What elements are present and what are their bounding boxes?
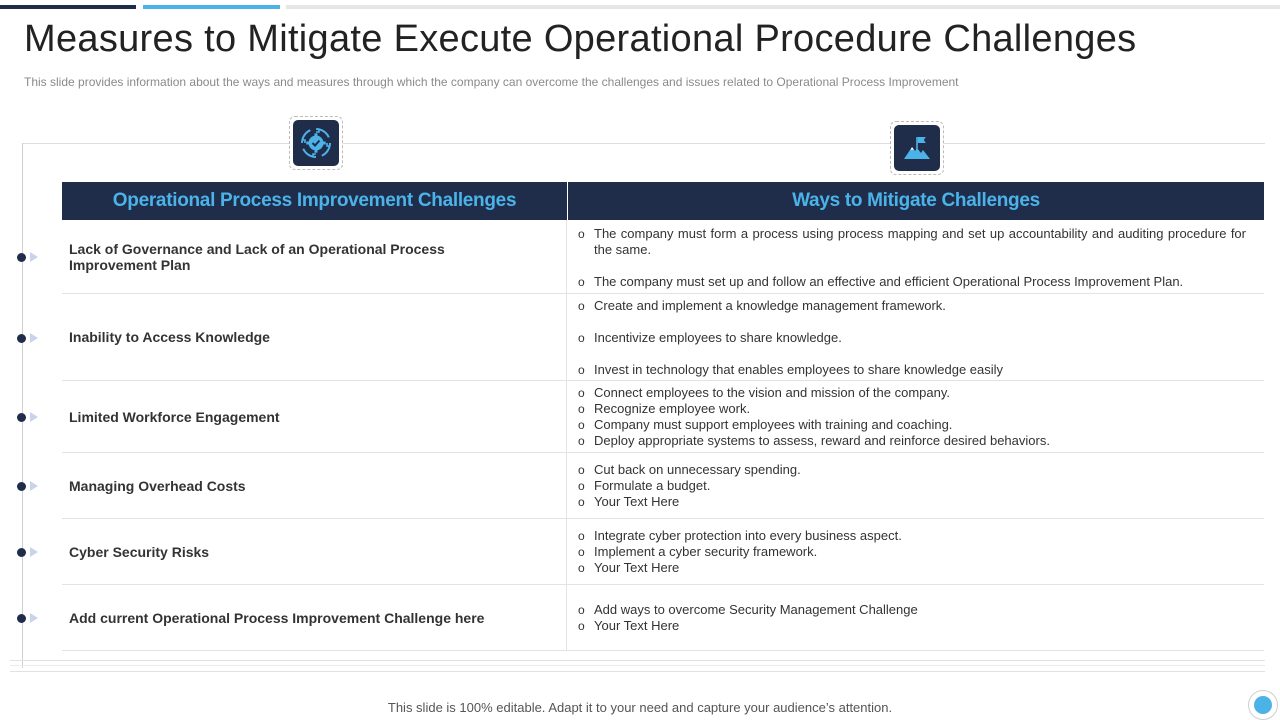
challenge-cell: Add current Operational Process Improvement Challenge here xyxy=(62,585,567,650)
ways-cell xyxy=(568,453,1264,518)
list-item: o Your Text Here xyxy=(578,560,680,575)
mitigate-icon-box xyxy=(890,121,944,175)
challenge-cell: Cyber Security Risks xyxy=(62,519,567,584)
challenge-cell: Inability to Access Knowledge xyxy=(62,294,567,380)
table-row xyxy=(62,294,1264,381)
ways-cell xyxy=(568,381,1264,452)
top-bar-navy xyxy=(0,5,136,9)
list-item: o Recognize employee work. xyxy=(578,401,751,416)
row-marker xyxy=(17,480,41,492)
mountain-flag-icon xyxy=(901,132,933,164)
marker-arrow xyxy=(30,481,38,491)
bottom-divider xyxy=(10,660,1265,672)
top-bar-blue xyxy=(143,5,280,9)
challenges-icon-box xyxy=(289,116,343,170)
row-marker xyxy=(17,332,41,344)
list-item: o Formulate a budget. xyxy=(578,478,711,493)
table-row xyxy=(62,453,1264,519)
page-title: Measures to Mitigate Execute Operational Procedure Challenges xyxy=(24,18,1137,60)
row-marker xyxy=(17,251,41,263)
ways-cell xyxy=(568,585,1264,650)
header-ways: Ways to Mitigate Challenges xyxy=(568,182,1264,220)
list-item: o Your Text Here xyxy=(578,494,680,509)
marker-dot xyxy=(17,413,26,422)
list-item: o Company must support employees with training and coaching. xyxy=(578,417,953,432)
list-item: o Add ways to overcome Security Management Challenge xyxy=(578,602,918,617)
list-item: o Cut back on unnecessary spending. xyxy=(578,462,801,477)
list-item: o Integrate cyber protection into every business aspect. xyxy=(578,528,902,543)
gear-check-icon xyxy=(299,126,333,160)
corner-badge xyxy=(1248,690,1278,720)
list-item: o Invest in technology that enables employees to share knowledge easily xyxy=(578,362,1004,377)
marker-dot xyxy=(17,614,26,623)
corner-circle-icon xyxy=(1254,696,1272,714)
frame-left-line xyxy=(22,143,23,668)
challenge-cell: Lack of Governance and Lack of an Operational Process Improvement Plan xyxy=(62,220,567,293)
marker-dot xyxy=(17,253,26,262)
marker-arrow xyxy=(30,333,38,343)
ways-cell xyxy=(568,220,1264,293)
list-item: o Your Text Here xyxy=(578,618,680,633)
table-row xyxy=(62,381,1264,453)
marker-arrow xyxy=(30,613,38,623)
challenge-cell: Managing Overhead Costs xyxy=(62,453,567,518)
marker-dot xyxy=(17,482,26,491)
challenge-cell: Limited Workforce Engagement xyxy=(62,381,567,452)
table-row xyxy=(62,585,1264,651)
row-marker xyxy=(17,546,41,558)
footer-note: This slide is 100% editable. Adapt it to your need and capture your audience’s attention. xyxy=(387,700,893,715)
marker-arrow xyxy=(30,412,38,422)
top-bar-grey xyxy=(286,5,1280,9)
list-item: o Implement a cyber security framework. xyxy=(578,544,818,559)
marker-dot xyxy=(17,548,26,557)
list-item: o Connect employees to the vision and mission of the company. xyxy=(578,385,951,400)
list-item: o Create and implement a knowledge management framework. xyxy=(578,298,946,313)
list-item: o Deploy appropriate systems to assess, reward and reinforce desired behaviors. xyxy=(578,433,1050,448)
list-item: o The company must set up and follow an effective and efficient Operational Process Improvement Plan. xyxy=(578,274,1184,289)
header-challenges: Operational Process Improvement Challenges xyxy=(62,182,567,220)
marker-arrow xyxy=(30,547,38,557)
table-row xyxy=(62,220,1264,294)
page-subtitle: This slide provides information about the ways and measures through which the company can overcome the challenges and issues related to Operational Process Improvement xyxy=(24,75,959,89)
ways-cell xyxy=(568,294,1264,380)
list-item: o The company must form a process using process mapping and set up accountability and auditing procedure for the same. xyxy=(578,226,1246,257)
marker-dot xyxy=(17,334,26,343)
frame-top-line xyxy=(22,143,1265,144)
marker-arrow xyxy=(30,252,38,262)
list-item: o Incentivize employees to share knowledge. xyxy=(578,330,842,345)
row-marker xyxy=(17,411,41,423)
row-marker xyxy=(17,612,41,624)
ways-cell xyxy=(568,519,1264,584)
table-row xyxy=(62,519,1264,585)
